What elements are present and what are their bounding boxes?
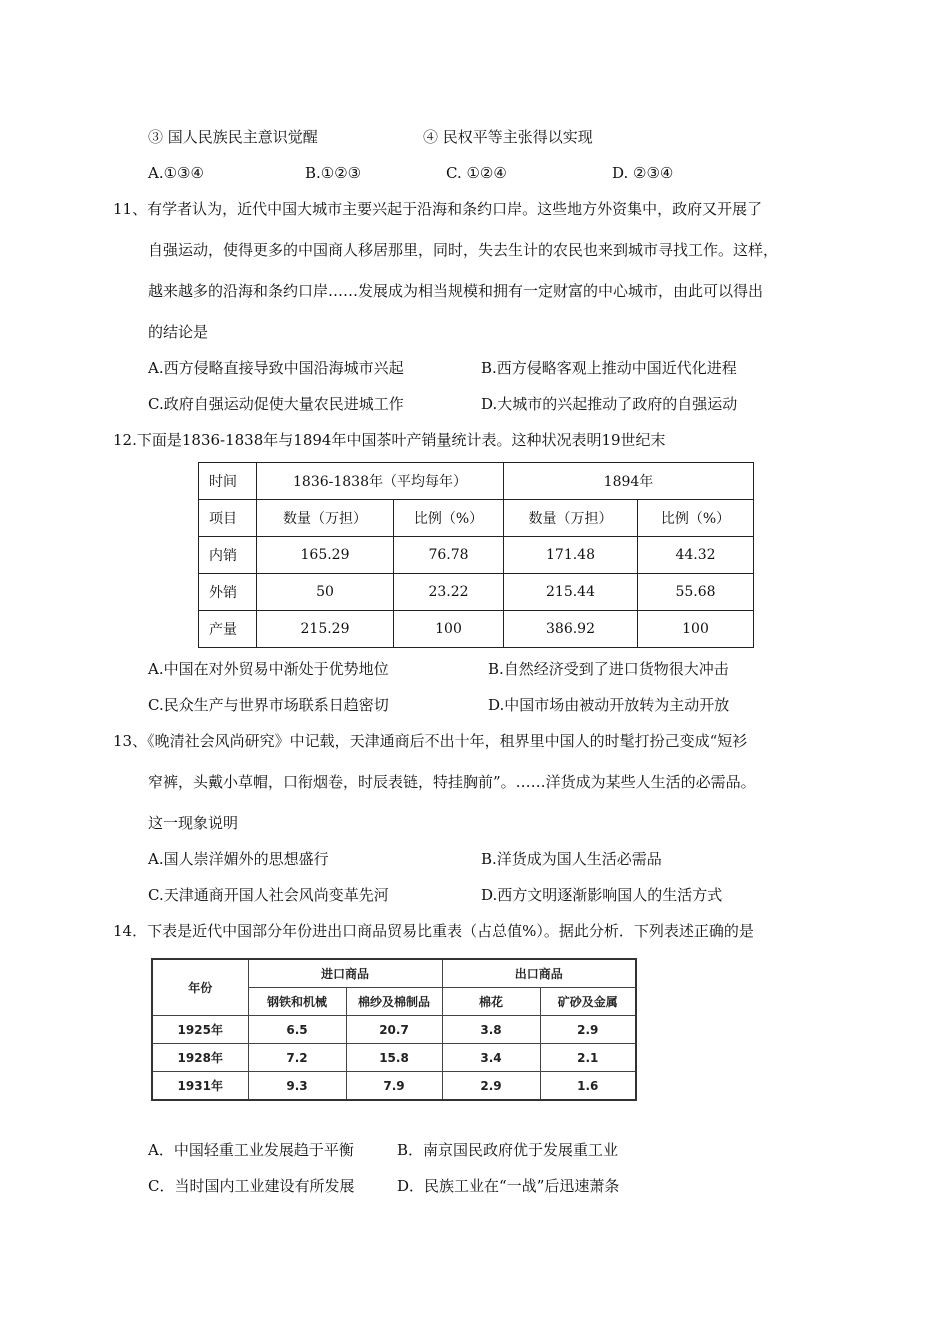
- q13-option-a: A.国人崇洋媚外的思想盛行: [148, 850, 329, 868]
- q14-col-header: 钢铁和机械: [248, 988, 346, 1016]
- q10-option-b: B.①②③: [305, 164, 362, 182]
- q14-trade-table: [151, 958, 637, 1101]
- table-cell: 100: [394, 611, 504, 648]
- q12-option-d: D.中国市场由被动开放转为主动开放: [488, 696, 730, 714]
- q10-option-a: A.①③④: [148, 164, 204, 182]
- table-cell: 215.29: [257, 611, 394, 648]
- q12-option-c: C.民众生产与世界市场联系日趋密切: [148, 696, 389, 714]
- table-cell: 7.2: [248, 1044, 346, 1072]
- q14-year-header: 年份: [152, 959, 248, 1016]
- q12-row-label: 外销: [199, 574, 257, 611]
- q14-option-c: C．当时国内工业建设有所发展: [148, 1177, 355, 1195]
- q11-stem-line-4: 的结论是: [148, 323, 209, 341]
- q13-stem-line-1: 13、《晚清社会风尚研究》中记载，天津通商后不出十年，租界里中国人的时髦打扮己变成“短衫: [113, 732, 748, 750]
- table-cell: 2.9: [442, 1072, 540, 1101]
- q10-item-3: ③ 国人民族民主意识觉醒: [148, 128, 318, 146]
- table-cell: 23.22: [394, 574, 504, 611]
- q12-ratio-header: 比例（%）: [394, 500, 504, 537]
- table-cell: 76.78: [394, 537, 504, 574]
- q13-stem-line-3: 这一现象说明: [148, 814, 239, 832]
- table-cell: 20.7: [346, 1016, 442, 1044]
- q12-time-header: 时间: [199, 463, 257, 500]
- q13-option-d: D.西方文明逐渐影响国人的生活方式: [481, 886, 723, 904]
- q12-row-label: 产量: [199, 611, 257, 648]
- q11-option-b: B.西方侵略客观上推动中国近代化进程: [481, 359, 737, 377]
- table-row: [199, 574, 754, 611]
- q11-stem-line-3: 越来越多的沿海和条约口岸……发展成为相当规模和拥有一定财富的中心城市，由此可以得出: [148, 282, 764, 300]
- q14-option-a: A．中国轻重工业发展趋于平衡: [148, 1141, 354, 1159]
- q13-stem-line-2: 窄裤，头戴小草帽，口衔烟卷，时辰表链，特挂胸前”。……洋货成为某些人生活的必需品。: [148, 773, 756, 791]
- q12-tea-table: [198, 462, 754, 648]
- q12-item-header: 项目: [199, 500, 257, 537]
- q13-option-b: B.洋货成为国人生活必需品: [481, 850, 662, 868]
- table-cell: 15.8: [346, 1044, 442, 1072]
- q14-option-d: D．民族工业在“一战”后迅速萧条: [397, 1177, 620, 1195]
- q14-import-header: 进口商品: [248, 959, 442, 988]
- q12-option-b: B.自然经济受到了进口货物很大冲击: [488, 660, 729, 678]
- q14-export-header: 出口商品: [442, 959, 636, 988]
- table-cell: 9.3: [248, 1072, 346, 1101]
- q14-stem: 14．下表是近代中国部分年份进出口商品贸易比重表（占总值%）。据此分析．下列表述正确的是: [113, 922, 754, 940]
- q10-option-c: C. ①②④: [446, 164, 507, 182]
- table-cell: 44.32: [638, 537, 754, 574]
- q11-option-a: A.西方侵略直接导致中国沿海城市兴起: [148, 359, 404, 377]
- q12-qty-header: 数量（万担）: [504, 500, 638, 537]
- q11-stem-line-2: 自强运动，使得更多的中国商人移居那里，同时，失去生计的农民也来到城市寻找工作。这样，: [148, 241, 779, 259]
- table-cell: 165.29: [257, 537, 394, 574]
- table-cell: 7.9: [346, 1072, 442, 1101]
- q10-item-4: ④ 民权平等主张得以实现: [423, 128, 593, 146]
- table-cell: 3.8: [442, 1016, 540, 1044]
- q13-option-c: C.天津通商开国人社会风尚变革先河: [148, 886, 389, 904]
- table-row: [152, 1072, 636, 1101]
- table-row: [152, 1044, 636, 1072]
- table-row: [199, 611, 754, 648]
- q12-stem: 12.下面是1836-1838年与1894年中国茶叶产销量统计表。这种状况表明19世纪末: [113, 431, 666, 449]
- table-cell: 2.9: [540, 1016, 636, 1044]
- q11-stem-line-1: 11、有学者认为，近代中国大城市主要兴起于沿海和条约口岸。这些地方外资集中，政府又开展了: [113, 200, 763, 218]
- q14-row-year: 1928年: [152, 1044, 248, 1072]
- q12-row-label: 内销: [199, 537, 257, 574]
- q11-option-d: D.大城市的兴起推动了政府的自强运动: [481, 395, 738, 413]
- q14-row-year: 1931年: [152, 1072, 248, 1101]
- q14-col-header: 棉花: [442, 988, 540, 1016]
- q12-period2-header: 1894年: [504, 463, 754, 500]
- table-cell: 1.6: [540, 1072, 636, 1101]
- q14-row-year: 1925年: [152, 1016, 248, 1044]
- table-cell: 55.68: [638, 574, 754, 611]
- q10-option-d: D. ②③④: [612, 164, 674, 182]
- table-cell: 100: [638, 611, 754, 648]
- table-cell: 3.4: [442, 1044, 540, 1072]
- table-cell: 386.92: [504, 611, 638, 648]
- q14-option-b: B．南京国民政府优于发展重工业: [397, 1141, 619, 1159]
- table-cell: 6.5: [248, 1016, 346, 1044]
- table-cell: 50: [257, 574, 394, 611]
- q12-option-a: A.中国在对外贸易中渐处于优势地位: [148, 660, 389, 678]
- q12-period1-header: 1836-1838年（平均每年）: [257, 463, 504, 500]
- table-cell: 171.48: [504, 537, 638, 574]
- q11-option-c: C.政府自强运动促使大量农民进城工作: [148, 395, 404, 413]
- q12-ratio-header: 比例（%）: [638, 500, 754, 537]
- q14-col-header: 矿砂及金属: [540, 988, 636, 1016]
- table-cell: 2.1: [540, 1044, 636, 1072]
- table-row: [152, 1016, 636, 1044]
- q14-col-header: 棉纱及棉制品: [346, 988, 442, 1016]
- table-row: [199, 537, 754, 574]
- q12-qty-header: 数量（万担）: [257, 500, 394, 537]
- table-cell: 215.44: [504, 574, 638, 611]
